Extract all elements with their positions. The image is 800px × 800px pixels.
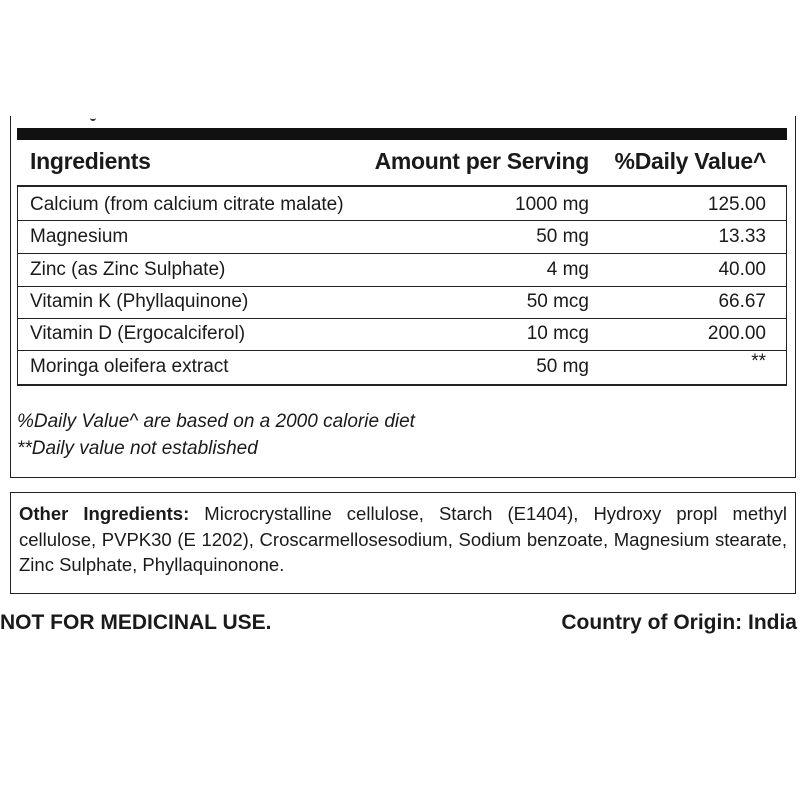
row-6-dv: ** [751,351,766,372]
top-thick-rule [17,128,787,140]
row-divider [17,286,787,287]
row-5-amount: 10 mcg [526,323,589,344]
row-divider [17,318,787,319]
row-divider [17,350,787,351]
daily-value-basis-note: %Daily Value^ are based on a 2000 calorie diet [17,411,415,432]
header-daily-value: %Daily Value^ [614,148,766,174]
row-divider [17,220,787,221]
table-left-border [17,186,18,384]
row-6-name: Moringa oleifera extract [30,356,229,377]
row-2-amount: 50 mg [536,226,589,247]
row-5-dv: 200.00 [707,323,766,344]
table-bottom-rule [17,384,787,386]
row-2-dv: 13.33 [718,226,766,247]
row-3-name: Zinc (as Zinc Sulphate) [30,259,226,280]
row-4-amount: 50 mcg [526,291,589,312]
row-2-name: Magnesium [30,226,129,247]
row-4-name: Vitamin K (Phyllaquinone) [30,291,249,312]
country-of-origin: Country of Origin: India [561,611,797,634]
row-6-amount: 50 mg [536,356,589,377]
other-ingredients-box [10,492,796,594]
row-1-dv: 125.00 [707,194,766,215]
row-3-amount: 4 mg [546,259,589,280]
row-4-dv: 66.67 [718,291,766,312]
other-ingredients-text: Microcrystalline cellulose, Starch (E1404), Hydroxy propl methyl cellulose, PVPK30 (E 1202), Croscarmellosesodium, Sodium benzoate, Magnesium stearate, Zinc Sulphate, Phyllaquinonone. [19,503,787,575]
row-divider [17,253,787,254]
header-amount-per-serving: Amount per Serving [374,148,589,174]
cut-off-text-fragment [88,116,100,122]
row-1-amount: 1000 mg [515,194,589,215]
header-rule [17,185,787,187]
medicinal-use-disclaimer: NOT FOR MEDICINAL USE. [0,611,272,634]
header-ingredients: Ingredients [30,148,151,174]
table-right-border [786,186,787,384]
row-1-name: Calcium (from calcium citrate malate) [30,194,344,215]
row-3-dv: 40.00 [718,259,766,280]
daily-value-not-established-note: **Daily value not established [17,438,258,459]
row-5-name: Vitamin D (Ergocalciferol) [30,323,246,344]
other-ingredients-label: Other Ingredients: [19,503,190,524]
